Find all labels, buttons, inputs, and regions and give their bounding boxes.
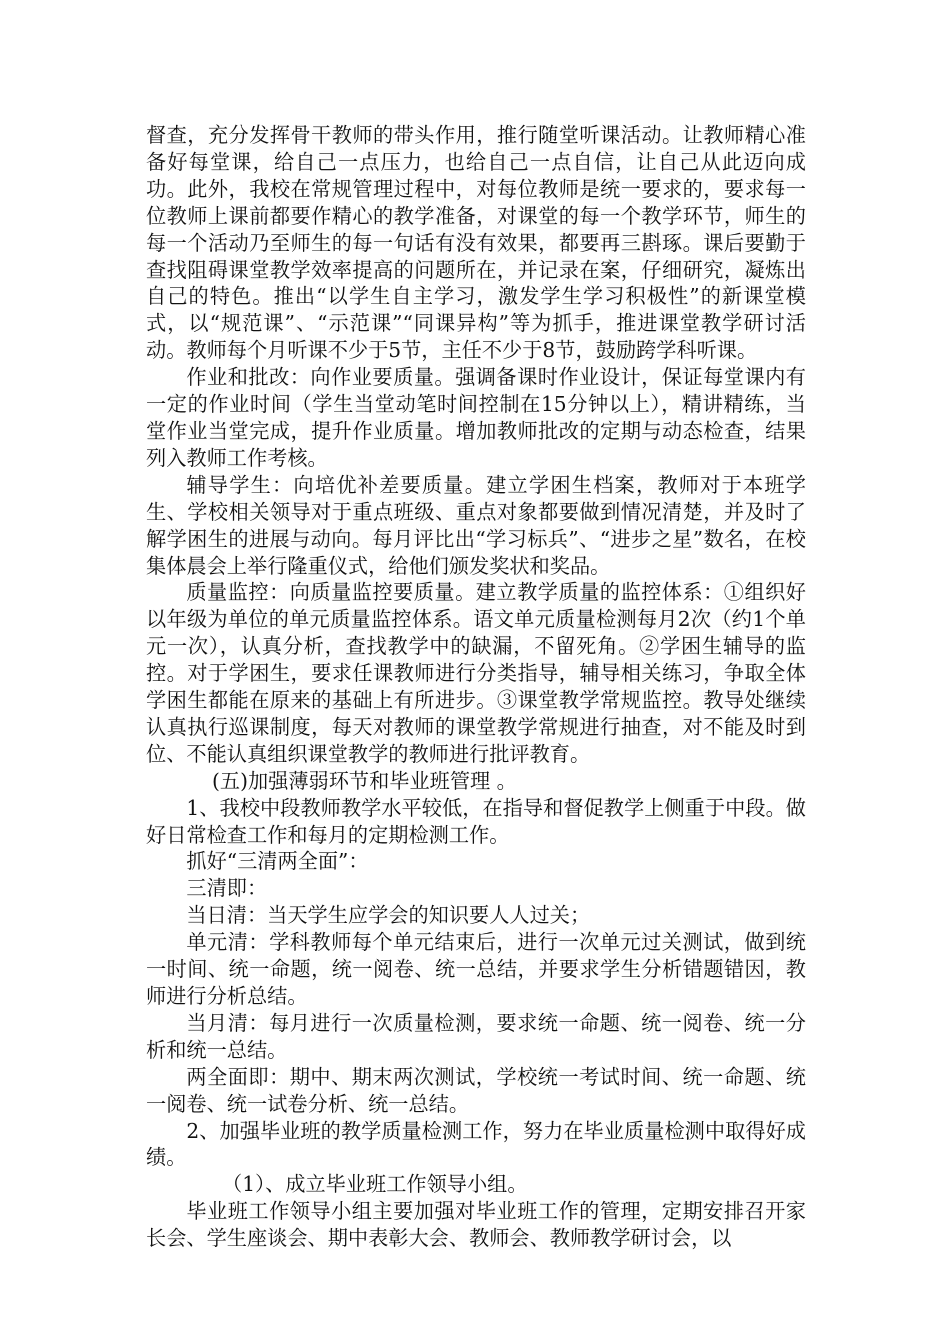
paragraph-graduation-group: 毕业班工作领导小组主要加强对毕业班工作的管理，定期安排召开家长会、学生座谈会、期中表彰大会、教师会、教师教学研讨会，以: [146, 1199, 806, 1251]
paragraph-unit-clear: 单元清：学科教师每个单元结束后，进行一次单元过关测试，做到统一时间、统一命题，统一阅卷、统一总结，并要求学生分析错题错因，教师进行分析总结。: [146, 930, 806, 1008]
paragraph-sub-item-1: （1）、成立毕业班工作领导小组。: [222, 1172, 528, 1197]
paragraph-three-clears-label: 三清即：: [186, 876, 268, 901]
paragraph-two-comprehensive: 两全面即：期中、期末两次测试，学校统一考试时间、统一命题、统一阅卷、统一试卷分析、统一总结。: [146, 1064, 806, 1116]
paragraph-three-clears: 抓好“三清两全面”：: [186, 849, 369, 874]
document-body: [146, 122, 806, 1252]
paragraph-item-1: 1、我校中段教师教学水平较低，在指导和督促教学上侧重于中段。做好日常检查工作和每月的定期检测工作。: [146, 795, 806, 847]
paragraph-daily-clear: 当日清：当天学生应学会的知识要人人过关；: [186, 903, 591, 928]
section-heading-5: (五)加强薄弱环节和毕业班管理 。: [212, 768, 517, 793]
paragraph-monthly-clear: 当月清：每月进行一次质量检测，要求统一命题、统一阅卷、统一分析和统一总结。: [146, 1010, 806, 1062]
paragraph-homework: 作业和批改：向作业要质量。强调备课时作业设计，保证每堂课内有一定的作业时间（学生当堂动笔时间控制在15分钟以上），精讲精练，当堂作业当堂完成，提升作业质量。增加教师批改的定期与动态检查，结果列入教师工作考核。: [146, 365, 806, 470]
paragraph-quality-monitoring: 质量监控：向质量监控要质量。建立教学质量的监控体系：①组织好以年级为单位的单元质量监控体系。语文单元质量检测每月2次（约1个单元一次），认真分析，查找教学中的缺漏，不留死角。②学困生辅导的监控。对于学困生，要求任课教师进行分类指导，辅导相关练习，争取全体学困生都能在原来的基础上有所进步。③课堂教学常规监控。教导处继续认真执行巡课制度，每天对教师的课堂教学常规进行抽查，对不能及时到位、不能认真组织课堂教学的教师进行批评教育。: [146, 580, 806, 766]
paragraph-supervision: 督查，充分发挥骨干教师的带头作用，推行随堂听课活动。让教师精心准备好每堂课，给自己一点压力，也给自己一点自信，让自己从此迈向成功。此外，我校在常规管理过程中，对每位教师是统一要求的，要求每一位教师上课前都要作精心的教学准备，对课堂的每一个教学环节，师生的每一个活动乃至师生的每一句话有没有效果，都要再三斟琢。课后要勤于查找阻碍课堂教学效率提高的问题所在，并记录在案，仔细研究，凝炼出自己的特色。推出“以学生自主学习，激发学生学习积极性”的新课堂模式，以“规范课”、“示范课”“同课异构”等为抓手，推进课堂教学研讨活动。教师每个月听课不少于5节，主任不少于8节，鼓励跨学科听课。: [146, 123, 806, 363]
paragraph-tutoring: 辅导学生：向培优补差要质量。建立学困生档案，教师对于本班学生、学校相关领导对于重点班级、重点对象都要做到情况清楚，并及时了解学困生的进展与动向。每月评比出“学习标兵”、“进步之星”数名，在校集体晨会上举行隆重仪式，给他们颁发奖状和奖品。: [146, 472, 806, 578]
paragraph-item-2: 2、加强毕业班的教学质量检测工作，努力在毕业质量检测中取得好成绩。: [146, 1118, 806, 1170]
